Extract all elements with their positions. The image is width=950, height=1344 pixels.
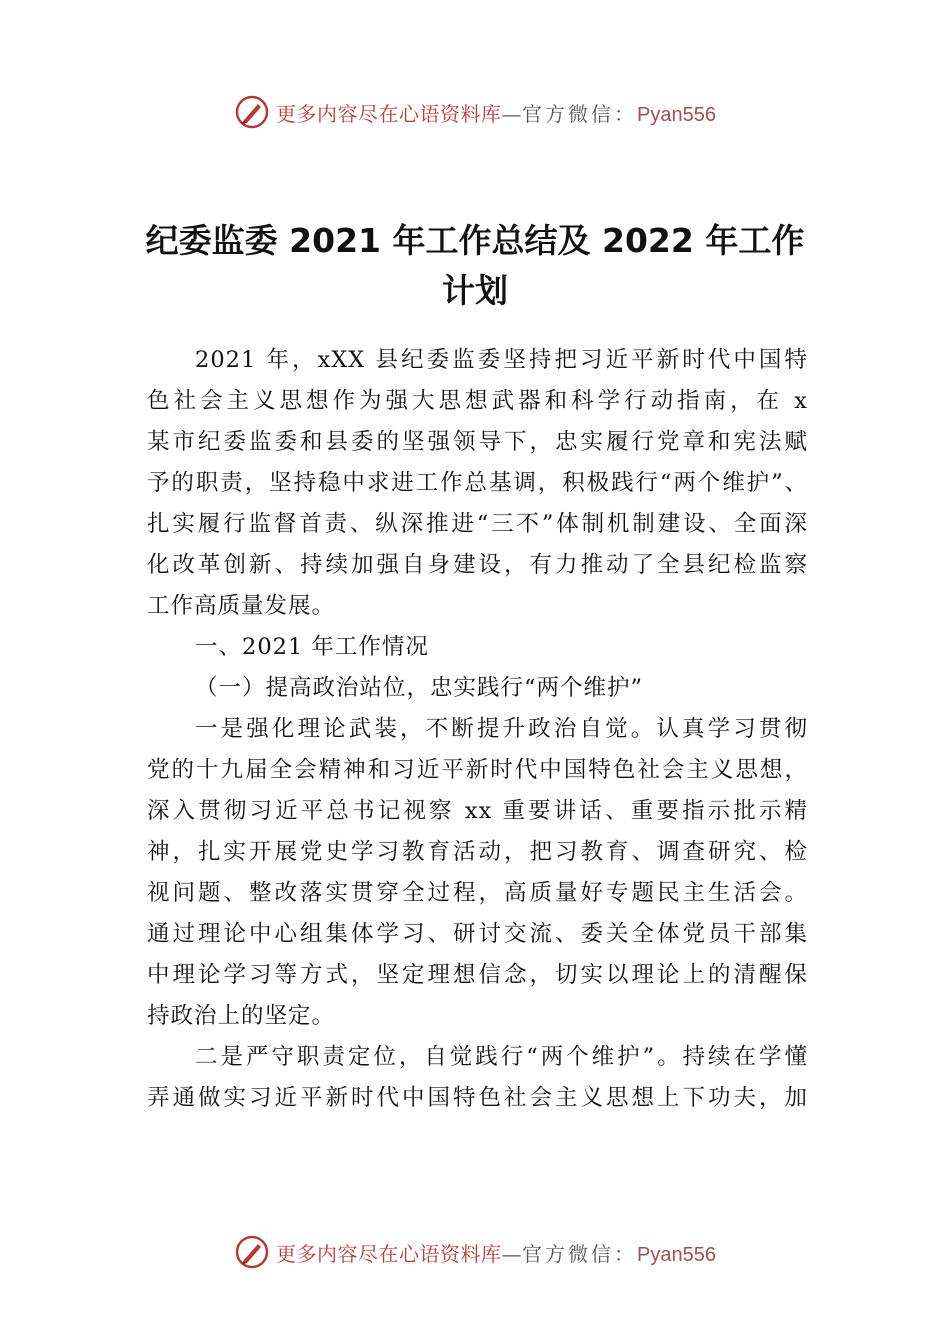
section-heading: 一、2021 年工作情况 bbox=[195, 634, 429, 660]
document-body bbox=[147, 340, 808, 1119]
body-line: 予的职责，坚持稳中求进工作总基调，积极践行“两个维护”、 bbox=[147, 470, 808, 496]
body-line: 扎实履行监督首责、纵深推进“三不”体制机制建设、全面深 bbox=[147, 511, 808, 537]
footer-banner bbox=[0, 1232, 950, 1272]
title-line-2: 计划 bbox=[442, 271, 508, 310]
body-line: 二是严守职责定位，自觉践行“两个维护”。持续在学懂 bbox=[195, 1044, 808, 1070]
header-banner bbox=[0, 92, 950, 132]
subsection-heading: （一）提高政治站位，忠实践行“两个维护” bbox=[195, 675, 644, 701]
title-line-1: 纪委监委 2021 年工作总结及 2022 年工作 bbox=[145, 221, 805, 260]
body-line: 通过理论中心组集体学习、研讨交流、委关全体党员干部集 bbox=[147, 921, 808, 947]
body-line: 某市纪委监委和县委的坚强领导下，忠实履行党章和宪法赋 bbox=[147, 429, 808, 455]
document-title bbox=[130, 216, 820, 316]
body-line: 一是强化理论武装，不断提升政治自觉。认真学习贯彻 bbox=[195, 716, 808, 742]
pen-logo-icon bbox=[234, 94, 270, 130]
body-line: 持政治上的坚定。 bbox=[147, 1003, 336, 1029]
pen-logo-icon bbox=[234, 1234, 270, 1270]
body-line: 工作高质量发展。 bbox=[147, 593, 336, 619]
body-line: 党的十九届全会精神和习近平新时代中国特色社会主义思想， bbox=[147, 757, 808, 783]
body-line: 神，扎实开展党史学习教育活动，把习教育、调查研究、检 bbox=[147, 839, 808, 865]
banner-text: 更多内容尽在心语资料库—官方微信：Pyan556 bbox=[276, 1241, 716, 1266]
body-line: 视问题、整改落实贯穿全过程，高质量好专题民主生活会。 bbox=[147, 880, 808, 906]
body-line: 深入贯彻习近平总书记视察 xx 重要讲话、重要指示批示精 bbox=[147, 798, 808, 824]
banner-text: 更多内容尽在心语资料库—官方微信：Pyan556 bbox=[276, 101, 716, 126]
body-line: 色社会主义思想作为强大思想武器和科学行动指南，在 x bbox=[147, 388, 808, 414]
body-line: 化改革创新、持续加强自身建设，有力推动了全县纪检监察 bbox=[147, 552, 808, 578]
body-line: 弄通做实习近平新时代中国特色社会主义思想上下功夫，加 bbox=[147, 1085, 808, 1111]
body-line: 中理论学习等方式，坚定理想信念，切实以理论上的清醒保 bbox=[147, 962, 808, 988]
body-line: 2021 年，xXX 县纪委监委坚持把习近平新时代中国特 bbox=[195, 347, 808, 373]
